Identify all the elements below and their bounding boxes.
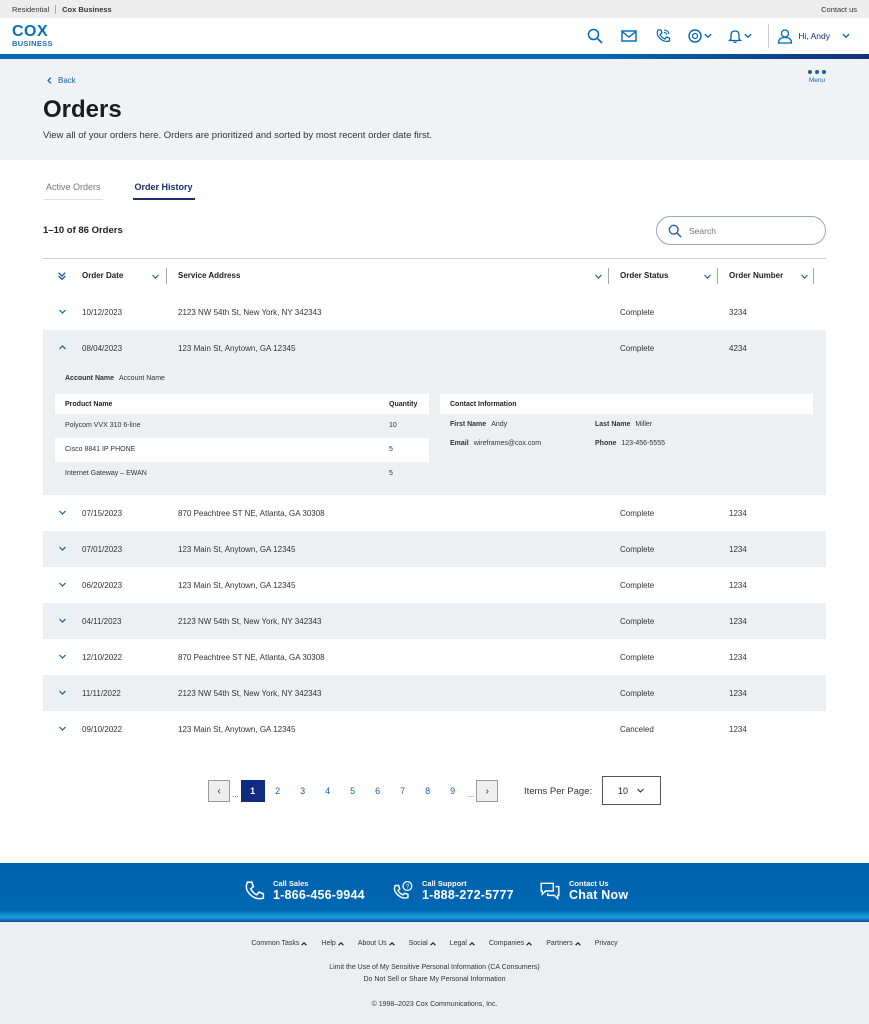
items-per-page-label: Items Per Page: — [524, 786, 593, 797]
utility-bar — [0, 0, 869, 18]
order-number: 1234 — [729, 653, 747, 662]
footer-link-label: About Us — [357, 940, 387, 947]
service-address: 2123 NW 54th St, New York, NY 342343 — [178, 689, 322, 698]
order-number: 1234 — [729, 725, 747, 734]
order-status: Complete — [620, 509, 655, 518]
items-per-page-value: 10 — [617, 785, 628, 796]
order-detail-panel — [43, 365, 826, 495]
order-number: 1234 — [729, 545, 747, 554]
first-name-value: Andy — [491, 421, 508, 428]
product-name: Polycom VVX 310 6-line — [65, 422, 141, 429]
footer-link-companies[interactable] — [489, 940, 532, 947]
main-header — [0, 18, 869, 54]
menu-label: Menu — [808, 77, 826, 84]
chevron-down-icon[interactable] — [58, 616, 67, 625]
table-header — [43, 259, 826, 294]
column-divider — [608, 268, 609, 284]
order-status: Complete — [620, 308, 655, 317]
pagination — [208, 780, 498, 802]
search-input[interactable] — [689, 226, 799, 236]
page-9[interactable]: 9 — [450, 786, 456, 796]
column-order-number[interactable]: Order Number — [729, 271, 784, 280]
footer-links — [0, 940, 869, 947]
footer-link-social[interactable] — [409, 940, 436, 947]
footer-link-label: Companies — [488, 940, 525, 947]
tab-active-orders[interactable]: Active Orders — [44, 182, 103, 200]
order-date: 10/12/2023 — [82, 308, 123, 317]
order-status: Complete — [620, 617, 655, 626]
account-name-label: Account Name — [65, 375, 115, 382]
chevron-left-icon — [46, 77, 53, 84]
column-divider — [166, 268, 167, 284]
table-row[interactable] — [43, 675, 826, 711]
service-address: 2123 NW 54th St, New York, NY 342343 — [178, 617, 322, 626]
footer-link-about-us[interactable] — [358, 940, 395, 947]
user-icon — [777, 28, 793, 44]
page-8[interactable]: 8 — [425, 786, 431, 796]
search-icon — [668, 224, 682, 238]
service-address: 2123 NW 54th St, New York, NY 342343 — [178, 308, 322, 317]
divider — [55, 5, 56, 14]
footer-link-legal[interactable] — [450, 940, 475, 947]
chevron-down-icon[interactable] — [58, 544, 67, 553]
order-date: 11/11/2022 — [82, 689, 121, 698]
phone-settings-icon[interactable] — [646, 22, 680, 50]
chevron-down-icon[interactable] — [58, 688, 67, 697]
page-header — [0, 59, 869, 160]
table-row[interactable] — [43, 711, 826, 747]
chevron-up-icon — [469, 941, 475, 947]
user-menu[interactable] — [777, 28, 857, 44]
page-3[interactable]: 3 — [300, 786, 306, 796]
first-name-field — [450, 421, 507, 428]
call-sales-label: Call Sales — [273, 879, 309, 888]
chevron-up-icon — [301, 941, 307, 947]
chevron-down-icon — [636, 786, 645, 795]
chevron-down-icon[interactable] — [58, 508, 67, 517]
order-number: 1234 — [729, 581, 747, 590]
first-name-label: First Name — [450, 421, 487, 428]
more-dots-icon — [808, 70, 826, 74]
order-number: 3234 — [729, 308, 747, 317]
page-5[interactable]: 5 — [350, 786, 356, 796]
limit-sensitive-info-link[interactable]: Limit the Use of My Sensitive Personal Information (CA Consumers) — [329, 964, 540, 971]
email-label: Email — [450, 440, 469, 447]
svg-text:?: ? — [405, 883, 410, 890]
chevron-up-icon — [526, 941, 532, 947]
next-page-button[interactable]: › — [476, 780, 498, 802]
chevron-down-icon[interactable] — [58, 724, 67, 733]
chevron-down-icon[interactable] — [58, 307, 67, 316]
back-link[interactable] — [46, 76, 76, 85]
business-link[interactable]: Cox Business — [62, 4, 112, 14]
orders-count: 1–10 of 86 Orders — [43, 225, 123, 236]
chat-icon — [539, 880, 561, 902]
footer-link-label: Help — [321, 940, 336, 947]
orders-tabs — [44, 182, 225, 200]
call-support-label: Call Support — [422, 879, 467, 888]
page-title: Orders — [43, 96, 122, 123]
table-row[interactable] — [43, 294, 826, 330]
order-date: 04/11/2023 — [82, 617, 122, 626]
pagination-ellipsis: ... — [232, 789, 239, 799]
back-label: Back — [58, 76, 76, 85]
column-order-status[interactable]: Order Status — [620, 271, 669, 280]
chevron-down-icon — [841, 31, 851, 41]
footer-link-common-tasks[interactable] — [251, 940, 307, 947]
order-status: Complete — [620, 344, 655, 353]
page-2[interactable]: 2 — [275, 786, 281, 796]
chevron-down-icon — [703, 31, 713, 41]
chevron-down-icon[interactable] — [58, 580, 67, 589]
product-quantity: 5 — [389, 446, 393, 453]
contact-information — [440, 394, 813, 447]
page-1[interactable]: 1 — [241, 780, 265, 802]
order-status: Complete — [620, 689, 655, 698]
sort-chevron-icon[interactable] — [703, 272, 712, 281]
footer-link-partners[interactable] — [546, 940, 580, 947]
search-icon[interactable] — [578, 22, 612, 50]
product-row — [55, 414, 429, 438]
page-7[interactable]: 7 — [400, 786, 406, 796]
menu-button[interactable] — [808, 70, 826, 84]
chevron-up-icon — [575, 941, 581, 947]
table-row[interactable] — [43, 531, 826, 567]
order-date: 07/01/2023 — [82, 545, 123, 554]
page-6[interactable]: 6 — [375, 786, 381, 796]
notifications-bell-icon[interactable] — [720, 22, 760, 50]
expand-all-icon[interactable] — [57, 271, 67, 281]
account-name-value: Account Name — [119, 375, 165, 382]
last-name-value: Miller — [635, 421, 653, 428]
chevron-up-icon — [338, 941, 344, 947]
product-name-header: Product Name — [65, 401, 113, 408]
copyright: © 1998–2023 Cox Communications, Inc. — [371, 1001, 498, 1008]
page-4[interactable]: 4 — [325, 786, 331, 796]
order-number: 4234 — [729, 344, 747, 353]
search-box[interactable] — [656, 216, 826, 245]
sort-chevron-icon[interactable] — [594, 272, 603, 281]
order-number: 1234 — [729, 509, 747, 518]
phone-icon — [243, 880, 265, 902]
column-divider — [813, 268, 814, 284]
do-not-sell-link[interactable]: Do Not Sell or Share My Personal Information — [363, 976, 506, 983]
service-address: 123 Main St, Anytown, GA 12345 — [178, 344, 296, 353]
footer-link-help[interactable] — [321, 940, 343, 947]
pagination-ellipsis: ... — [467, 789, 475, 799]
products-table — [55, 394, 429, 486]
residential-link[interactable]: Residential — [12, 4, 50, 14]
prev-page-button[interactable]: ‹ — [208, 780, 230, 802]
orders-table — [43, 258, 826, 747]
sort-chevron-icon[interactable] — [151, 272, 160, 281]
footer-link-label: Common Tasks — [251, 940, 300, 947]
email-value: wireframes@cox.com — [473, 440, 542, 447]
email-field — [450, 440, 541, 447]
order-date: 12/10/2022 — [82, 653, 123, 662]
phone-support-icon — [392, 880, 414, 902]
footer-link-label: Legal — [449, 940, 467, 947]
phone-label: Phone — [595, 440, 617, 447]
order-status: Complete — [620, 545, 655, 554]
order-status: Canceled — [620, 725, 654, 734]
table-row[interactable] — [43, 639, 826, 675]
product-row — [55, 462, 429, 486]
column-divider — [717, 268, 718, 284]
sort-chevron-icon[interactable] — [800, 272, 809, 281]
order-date: 08/04/2023 — [82, 344, 123, 353]
user-greeting: Hi, Andy — [798, 31, 830, 41]
product-name: Internet Gateway – EWAN — [65, 470, 147, 477]
service-address: 870 Peachtree ST NE, Atlanta, GA 30308 — [178, 509, 325, 518]
order-date: 07/15/2023 — [82, 509, 123, 518]
column-service-address[interactable]: Service Address — [178, 271, 241, 280]
product-row — [55, 438, 429, 462]
service-address: 870 Peachtree ST NE, Atlanta, GA 30308 — [178, 653, 325, 662]
footer-link-label: Social — [408, 940, 428, 947]
contact-us-label: Contact Us — [569, 879, 609, 888]
last-name-field — [595, 421, 652, 428]
call-support-number: 1-888-272-5777 — [422, 888, 514, 902]
call-support[interactable] — [392, 879, 514, 902]
product-name: Cisco 8841 IP PHONE — [65, 446, 136, 453]
order-status: Complete — [620, 581, 655, 590]
call-sales-number: 1-866-456-9944 — [273, 888, 365, 902]
logo-text: COX — [12, 23, 49, 41]
table-row-expanded[interactable] — [43, 330, 826, 366]
service-address: 123 Main St, Anytown, GA 12345 — [178, 545, 296, 554]
tab-order-history[interactable]: Order History — [133, 182, 195, 200]
help-menu-icon[interactable] — [680, 22, 720, 50]
mail-icon[interactable] — [612, 22, 646, 50]
footer — [0, 922, 869, 1024]
last-name-label: Last Name — [595, 421, 631, 428]
table-row[interactable] — [43, 495, 826, 531]
product-quantity: 5 — [389, 470, 393, 477]
chat-now-link: Chat Now — [569, 888, 629, 902]
header-divider — [768, 24, 769, 48]
products-header — [55, 394, 429, 414]
table-row[interactable] — [43, 603, 826, 639]
contact-us-link[interactable]: Contact us — [821, 4, 857, 14]
logo-subtext: BUSINESS — [12, 39, 53, 49]
column-order-date[interactable]: Order Date — [82, 271, 124, 280]
order-status: Complete — [620, 653, 655, 662]
chevron-up-icon[interactable] — [58, 343, 67, 352]
quantity-header: Quantity — [389, 401, 418, 408]
table-row[interactable] — [43, 567, 826, 603]
order-date: 09/10/2022 — [82, 725, 123, 734]
chevron-up-icon — [430, 941, 436, 947]
contact-header-label: Contact Information — [450, 401, 517, 408]
contact-us-chat[interactable] — [539, 879, 628, 902]
order-number: 1234 — [729, 689, 747, 698]
service-address: 123 Main St, Anytown, GA 12345 — [178, 725, 296, 734]
page-subtitle: View all of your orders here. Orders are prioritized and sorted by most recent order date first. — [43, 130, 432, 141]
service-address: 123 Main St, Anytown, GA 12345 — [178, 581, 296, 590]
phone-field — [595, 440, 665, 447]
account-name — [65, 375, 165, 382]
footer-link-privacy[interactable]: Privacy — [594, 940, 618, 947]
contact-header — [440, 394, 813, 414]
chevron-down-icon — [743, 31, 753, 41]
chevron-down-icon[interactable] — [58, 652, 67, 661]
items-per-page-select[interactable] — [602, 776, 661, 805]
order-date: 06/20/2023 — [82, 581, 123, 590]
order-number: 1234 — [729, 617, 747, 626]
chevron-up-icon — [389, 941, 395, 947]
footer-contact-band — [0, 863, 869, 922]
product-quantity: 10 — [389, 422, 397, 429]
footer-link-label: Partners — [546, 940, 573, 947]
phone-value: 123-456-5555 — [621, 440, 665, 447]
cox-business-logo[interactable] — [12, 24, 53, 48]
call-sales[interactable] — [243, 879, 365, 902]
